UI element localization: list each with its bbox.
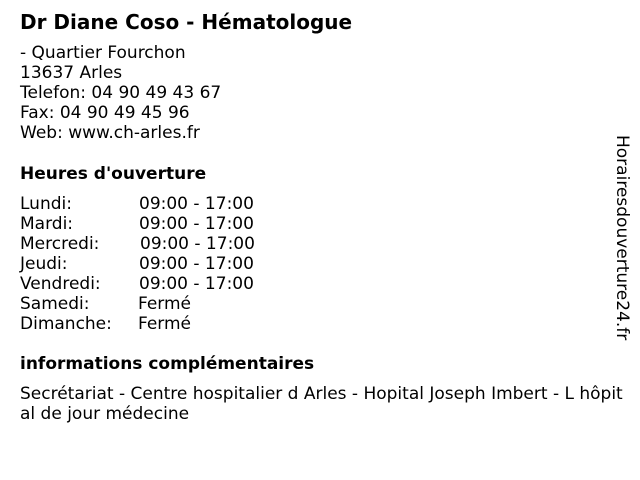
day-label: Vendredi: — [20, 274, 101, 294]
day-hours: 09:00 - 17:00 — [139, 254, 254, 274]
day-label: Lundi: — [20, 194, 72, 214]
opening-hours-heading: Heures d'ouverture — [20, 164, 207, 184]
day-label: Samedi: — [20, 294, 90, 314]
page-title: Dr Diane Coso - Hématologue — [20, 10, 353, 34]
day-label: Jeudi: — [20, 254, 68, 274]
day-label: Mardi: — [20, 214, 74, 234]
day-label: Mercredi: — [20, 234, 100, 254]
website: Web: www.ch-arles.fr — [20, 123, 200, 143]
day-hours: 09:00 - 17:00 — [139, 274, 254, 294]
day-hours: Fermé — [138, 294, 192, 314]
day-label: Dimanche: — [20, 314, 112, 334]
site-watermark: Horairesdouverture24.fr — [612, 135, 632, 341]
additional-info-heading: informations complémentaires — [20, 354, 315, 374]
day-hours: Fermé — [138, 314, 192, 334]
address-block — [20, 43, 221, 143]
address-street: - Quartier Fourchon — [20, 43, 186, 63]
fax-number: Fax: 04 90 49 45 96 — [20, 103, 190, 123]
day-hours: 09:00 - 17:00 — [139, 214, 254, 234]
additional-info-text: Secrétariat - Centre hospitalier d Arles - Hopital Joseph Imbert - L hôpital de jour médecine — [20, 384, 623, 424]
day-hours: 09:00 - 17:00 — [139, 194, 254, 214]
address-city: 13637 Arles — [20, 63, 123, 83]
day-hours: 09:00 - 17:00 — [140, 234, 255, 254]
phone-number: Telefon: 04 90 49 43 67 — [20, 83, 222, 103]
